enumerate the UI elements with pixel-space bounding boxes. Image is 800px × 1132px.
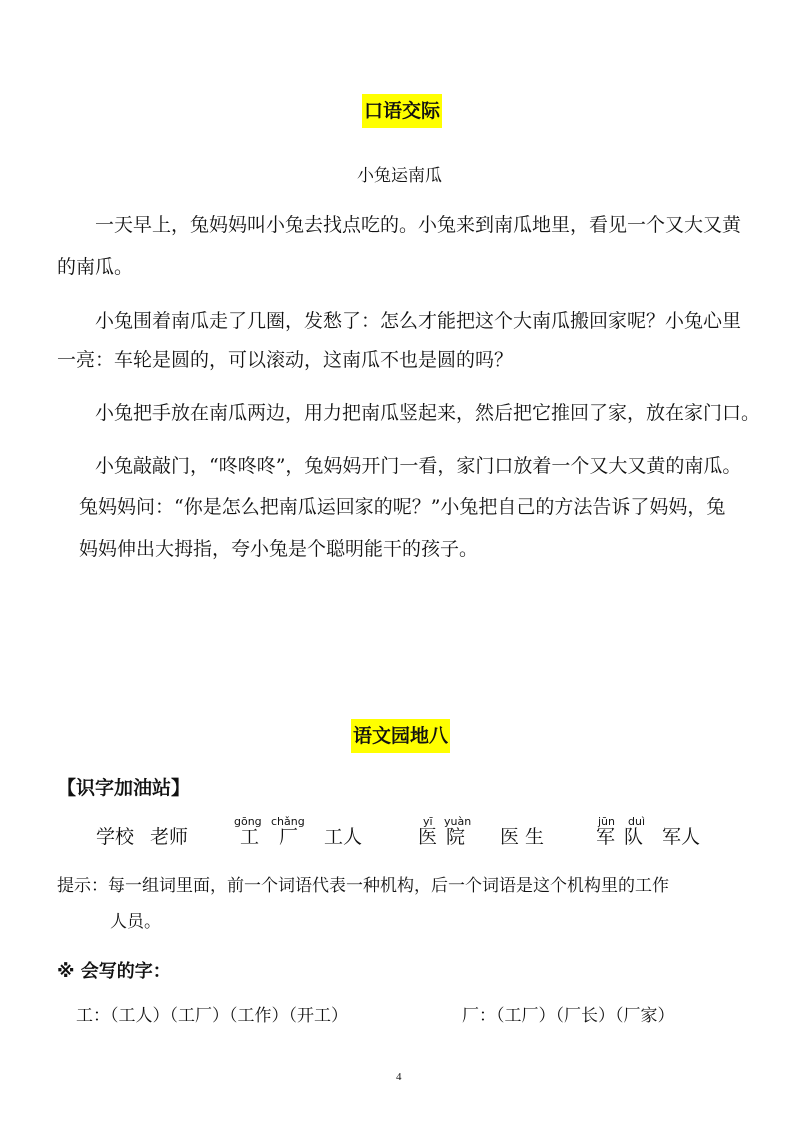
char-jun: 军	[596, 826, 616, 848]
write-characters-heading: ※ 会写的字：	[57, 961, 171, 982]
story-title: 小兔运南瓜	[357, 166, 442, 186]
paragraph-1-line-2: 的南瓜。	[57, 256, 134, 278]
pinyin-yuan: yuàn	[444, 815, 472, 828]
word-doctor: 医 生	[500, 826, 545, 848]
char-yi: 医	[418, 826, 438, 848]
word-worker: 工人	[324, 826, 363, 848]
paragraph-1-line-1: 一天早上，兔妈妈叫小兔去找点吃的。小兔来到南瓜地里，看见一个又大又黄	[95, 214, 742, 236]
word-school: 学校	[96, 826, 135, 848]
tip-line-1: 提示：每一组词里面，前一个词语代表一种机构，后一个词语是这个机构里的工作	[57, 876, 669, 896]
paragraph-2-line-1: 小兔围着南瓜走了几圈，发愁了：怎么才能把这个大南瓜搬回家呢？小兔心里	[95, 310, 742, 332]
char-chang: 厂	[279, 826, 299, 848]
word-teacher: 老师	[150, 826, 189, 848]
page-number: 4	[396, 1071, 402, 1083]
word-soldier: 军人	[662, 826, 701, 848]
char-dui: 队	[624, 826, 644, 848]
section-heading-garden: 语文园地八	[351, 719, 450, 753]
pinyin-dui: duì	[628, 815, 646, 828]
paragraph-3-line-1: 小兔把手放在南瓜两边，用力把南瓜竖起来，然后把它推回了家，放在家门口。	[95, 402, 761, 424]
write-line-chang: 厂：（工厂）（厂长）（厂家）	[462, 1006, 675, 1026]
paragraph-4-line-3: 妈妈伸出大拇指，夸小兔是个聪明能干的孩子。	[79, 538, 479, 560]
literacy-station-heading: 【识字加油站】	[57, 777, 191, 799]
pinyin-chang: chǎng	[271, 815, 305, 828]
char-gong: 工	[240, 826, 260, 848]
section-heading-oral: 口语交际	[362, 94, 442, 128]
pinyin-yi: yī	[423, 815, 433, 828]
paragraph-4-line-1: 小兔敲敲门，“咚咚咚”，兔妈妈开门一看，家门口放着一个又大又黄的南瓜。	[95, 455, 742, 477]
char-yuan: 院	[446, 826, 466, 848]
paragraph-2-line-2: 一亮：车轮是圆的，可以滚动，这南瓜不也是圆的吗？	[57, 349, 514, 371]
write-line-gong: 工：（工人）（工厂）（工作）（开工）	[76, 1006, 348, 1026]
pinyin-gong: gōng	[234, 815, 262, 828]
tip-line-2: 人员。	[110, 912, 161, 932]
pinyin-jun: jūn	[598, 815, 615, 828]
paragraph-4-line-2: 兔妈妈问：“你是怎么把南瓜运回家的呢？”小兔把自己的方法告诉了妈妈，兔	[79, 496, 726, 518]
